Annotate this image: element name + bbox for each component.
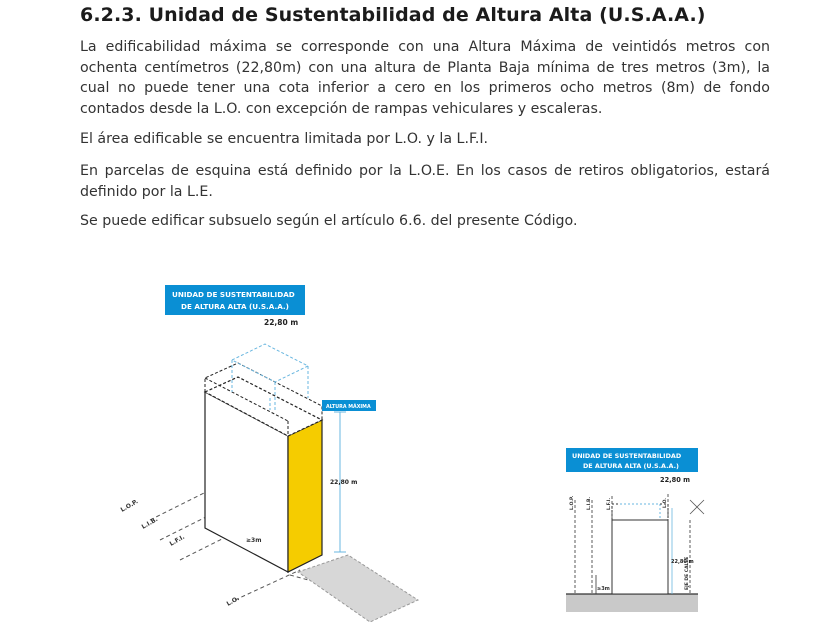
max-height-tag: ALTURA MÁXIMA xyxy=(326,405,371,410)
iso-height-dim: 22,80 m xyxy=(330,479,358,486)
sec-height-dim: 22,80 m xyxy=(671,559,694,565)
iso-lo-label: L.O. xyxy=(225,594,241,608)
sec-axis-label: EJE DE CALLE xyxy=(685,556,690,590)
sec-tag-line1: UNIDAD DE SUSTENTABILIDAD xyxy=(572,452,682,460)
iso-ground-dim: ≥3m xyxy=(246,537,262,544)
section-building xyxy=(612,520,668,594)
section-upper-dashed-left xyxy=(612,504,620,520)
paragraph-max-height: La edificabilidad máxima se corresponde con una Altura Máxima de veintidós metros con ochenta centímetros (22,80m) con una altura de Planta Baja mínima de tres metros (3m), la cual no puede tener una cota inferior a cero en los primeros ocho metros (8m) de fondo contados desde la L.O. con excepción de rampas vehiculares y escaleras. xyxy=(80,39,770,117)
iso-lop-label: L.O.P. xyxy=(119,498,140,514)
iso-tag-line2: DE ALTURA ALTA (U.S.A.A.) xyxy=(181,302,289,311)
sec-lfi-label: L.F.I. xyxy=(607,497,612,510)
section-upper-dashed xyxy=(620,504,660,520)
paragraph-buildable-area: El área edificable se encuentra limitada por L.O. y la L.F.I. xyxy=(80,131,489,147)
iso-lfi-label: L.F.I. xyxy=(168,533,186,548)
sec-lop-label: L.O.P. xyxy=(570,495,575,510)
iso-height-caption: 22,80 m xyxy=(264,318,299,327)
iso-lib-label: L.I.B. xyxy=(140,515,160,531)
sec-ground-dim: ≥3m xyxy=(597,586,610,592)
sec-height-caption: 22,80 m xyxy=(660,476,691,484)
sec-lo-label: L.O. xyxy=(663,497,668,508)
sec-lib-label: L.I.B. xyxy=(587,496,592,510)
sec-tag-line2: DE ALTURA ALTA (U.S.A.A.) xyxy=(583,462,679,470)
ground-strip xyxy=(566,594,698,612)
axis-cross-icon xyxy=(690,500,704,514)
paragraph-basement: Se puede edificar subsuelo según el artículo 6.6. del presente Código. xyxy=(80,213,578,229)
section-title: 6.2.3. Unidad de Sustentabilidad de Altura Alta (U.S.A.A.) xyxy=(80,4,706,26)
iso-tag-line1: UNIDAD DE SUSTENTABILIDAD xyxy=(172,290,295,299)
paragraph-corner-lots: En parcelas de esquina está definido por la L.O.E. En los casos de retiros obligatorios, estará definido por la L.E. xyxy=(80,163,770,200)
